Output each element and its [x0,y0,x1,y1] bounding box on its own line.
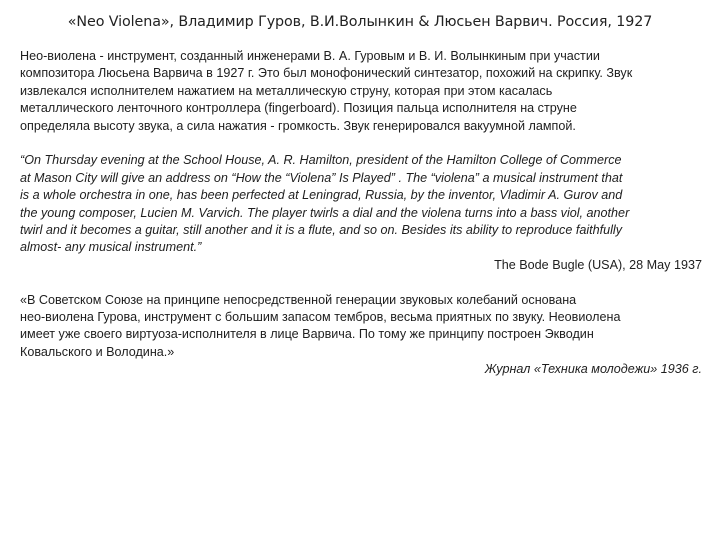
slide-body [20,48,702,379]
intro-line: композитора Люсьена Варвича в 1927 г. Это был монофонический синтезатор, похожий на скрипку. Звук [20,66,633,81]
quote-line: almost- any musical instrument.” [20,240,202,255]
quote-line: twirl and it becomes a guitar, still another and it is a flute, and so on. Besides its ability to reproduce faithfully [20,223,623,238]
quote-line: «В Советском Союзе на принципе непосредственной генерации звуковых колебаний основана [20,292,577,307]
quote-line: Ковальского и Володина.» [20,344,175,359]
paragraph-spacer [20,274,702,291]
english-quote [20,152,702,256]
russian-quote [20,292,702,362]
quote-line: the young composer, Lucien M. Varvich. The player twirls a dial and the violena turns into a bass viol, another [20,205,630,220]
intro-line: металлического ленточного контроллера (fingerboard). Позиция пальца исполнителя на струне [20,101,577,116]
intro-line: извлекался исполнителем нажатием на металлическую струну, которая при этом касалась [20,83,553,98]
intro-paragraph [20,48,702,135]
intro-line: определяла высоту звука, а сила нажатия - громкость. Звук генерировался вакуумной лампой. [20,118,576,133]
quote-line: нео-виолена Гурова, инструмент с большим запасом тембров, весьма приятных по звуку. Неовиолена [20,310,621,325]
paragraph-spacer [20,135,702,152]
quote-line: имеет уже своего виртуоза-исполнителя в лице Варвича. По тому же принципу построен Экводин [20,327,594,342]
intro-line: Нео-виолена - инструмент, созданный инженерами В. А. Гуровым и В. И. Волынкиным при участии [20,49,600,63]
slide-title: «Neo Violena», Владимир Гуров, В.И.Волынкин & Люсьен Варвич. Россия, 1927 [67,14,653,30]
english-quote-source: The Bode Bugle (USA), 28 May 1937 [494,257,702,272]
quote-line: at Mason City will give an address on “How the “Violena” Is Played” . The “violena” a musical instrument that [20,170,623,185]
quote-line: is a whole orchestra in one, has been perfected at Leningrad, Russia, by the inventor, Vladimir A. Gurov and [20,188,623,203]
russian-quote-source: Журнал «Техника молодежи» 1936 г. [484,362,702,377]
quote-line: “On Thursday evening at the School House, A. R. Hamilton, president of the Hamilton College of Commerce [20,153,622,168]
